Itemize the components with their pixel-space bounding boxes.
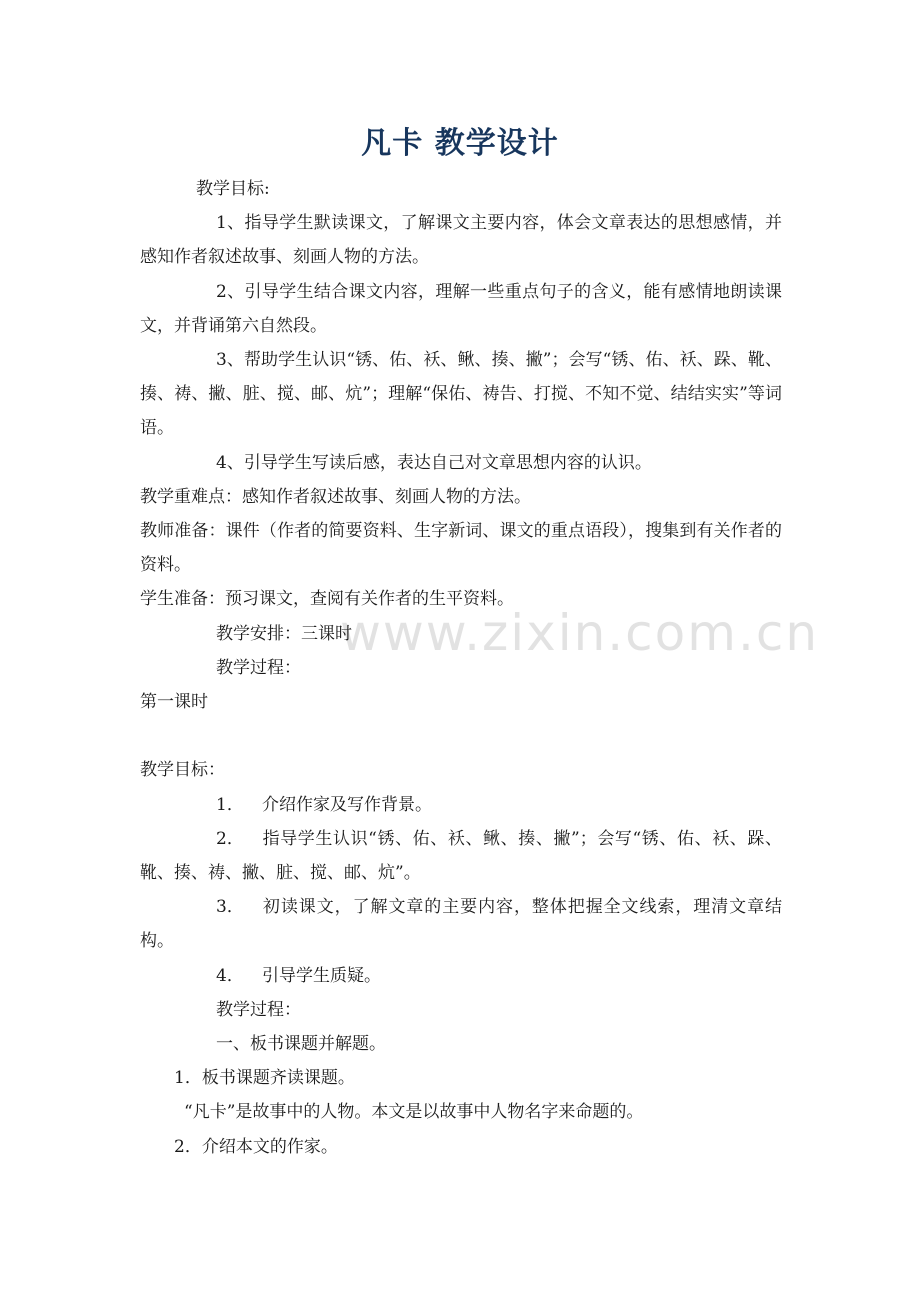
step-1-1: 1．板书课题齐读课题。 [174,1068,355,1089]
lesson-goal-4 [140,959,782,993]
goal-1: 1、指导学生默读课文，了解课文主要内容，体会文章表达的思想感情，并感知作者叙述故事、刻画人物的方法。 [140,213,782,268]
lesson-goal-2 [140,822,782,890]
key-points: 教学重难点：感知作者叙述故事、刻画人物的方法。 [140,486,531,507]
document-body [140,172,782,1164]
lesson-goal-3 [140,890,782,958]
watermark: www.zixin.com.cn [340,604,820,662]
lesson-goal-4-text: 引导学生质疑。 [262,965,381,986]
lesson-goal-3-text: 初读课文，了解文章的主要内容，整体把握全文线索，理清文章结构。 [140,897,782,952]
lesson-goal-1-text: 介绍作家及写作背景。 [262,794,432,815]
step-1: 一、板书课题并解题。 [216,1034,386,1055]
lesson-goals-label: 教学目标： [140,760,225,781]
document-title: 凡卡 教学设计 [361,126,559,161]
step-1-2: 2．介绍本文的作家。 [174,1136,338,1157]
lesson-goal-2-text: 指导学生认识“锈、佑、袄、鳅、揍、撇”；会写“锈、佑、袄、跺、靴、揍、祷、撇、脏、搅、邮、炕”。 [140,828,782,884]
lesson-goal-4-number: 4． [216,965,244,986]
student-prep: 学生准备：预习课文，查阅有关作者的生平资料。 [140,589,514,610]
lesson-heading: 第一课时 [140,692,208,713]
goal-4: 4、引导学生写读后感，表达自己对文章思想内容的认识。 [216,452,652,473]
blank-line [140,719,782,753]
lesson-goal-2-number: 2． [216,828,244,849]
lesson-goal-1 [140,788,782,822]
process-label: 教学过程： [216,657,301,678]
goal-2: 2、引导学生结合课文内容，理解一些重点句子的含义，能有感情地朗读课文，并背诵第六自然段。 [140,281,782,336]
goal-3: 3、帮助学生认识“锈、佑、袄、鳅、揍、撇”；会写“锈、佑、袄、跺、靴、揍、祷、撇、脏、搅、邮、炕”；理解“保佑、祷告、打搅、不知不觉、结结实实”等词语。 [140,350,782,439]
lesson-goal-1-number: 1． [216,794,244,815]
teacher-prep: 教师准备：课件（作者的简要资料、生字新词、课文的重点语段），搜集到有关作者的资料。 [140,521,782,576]
goals-label: 教学目标: [196,179,270,199]
lesson-process-label: 教学过程： [216,999,301,1020]
schedule: 教学安排：三课时 [216,623,352,644]
step-1-1-note: “凡卡”是故事中的人物。本文是以故事中人物名字来命题的。 [184,1102,644,1123]
lesson-goal-3-number: 3． [216,897,244,918]
